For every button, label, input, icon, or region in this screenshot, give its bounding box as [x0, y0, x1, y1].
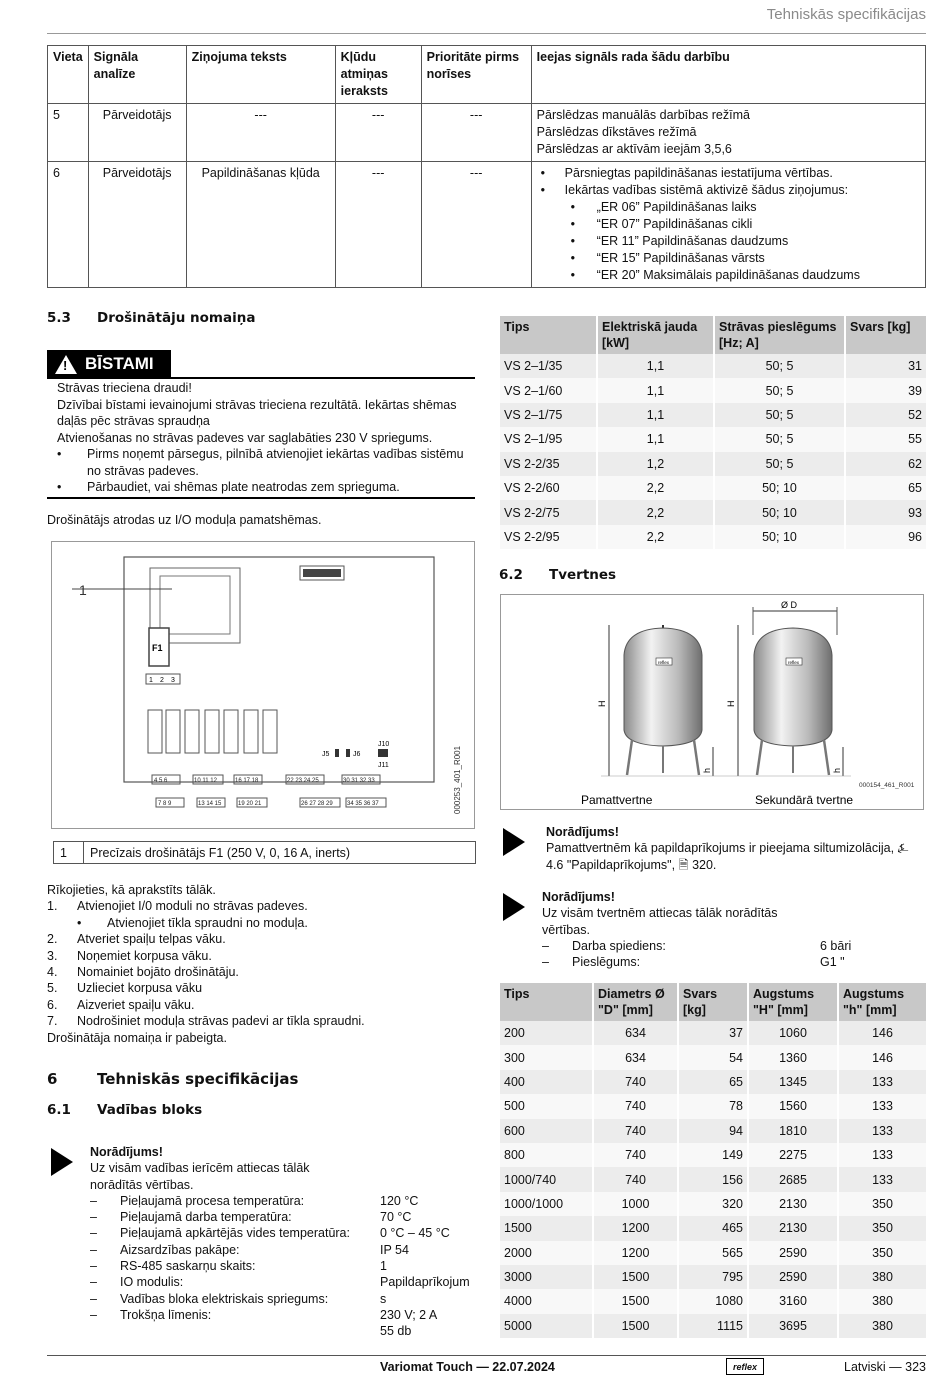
- table-row: 300 634 54 1360 146: [500, 1045, 926, 1069]
- col-header: Kļūdu atmiņas ieraksts: [335, 46, 421, 104]
- col-header: Strāvas pieslēgums [Hz; A]: [715, 316, 844, 354]
- sub-bullet-item: • “ER 15” Papildināšanas vārsts: [537, 250, 920, 267]
- legend-text: Precīzais drošinātājs F1 (250 V, 0, 16 A, inerts): [84, 842, 476, 864]
- tank-brand: reflex: [788, 660, 800, 665]
- table-row: VS 2–1/35 1,1 50; 5 31: [500, 354, 926, 378]
- terminal-block-label: 22 23 24 25: [287, 778, 319, 784]
- bullet-item: • Pārsniegtas papildināšanas iestatījuma vērtības.: [537, 165, 920, 182]
- danger-badge: [47, 350, 171, 378]
- note-title: Norādījums!: [546, 825, 619, 839]
- danger-line: Atvienošanas no strāvas padeves var saglabāties 230 V spriegums.: [57, 430, 433, 445]
- col-header: Vieta: [48, 46, 89, 104]
- section-number: 6.1: [47, 1102, 71, 1118]
- label-primary-tank: Pamattvertne: [581, 793, 653, 807]
- cell-teksts: Papildināšanas kļūda: [186, 162, 335, 288]
- control-unit-note: [90, 1144, 470, 1340]
- table-row: 600 740 94 1810 133: [500, 1119, 926, 1143]
- sub-bullet-item: • “ER 07” Papildināšanas cikli: [537, 216, 920, 233]
- spec-row: – Pieļaujamā darba temperatūra: 70 °C: [90, 1210, 412, 1225]
- table-row: VS 2–1/60 1,1 50; 5 39: [500, 378, 926, 402]
- dim-h-label: h: [832, 767, 842, 773]
- figure-code: 000253_401_R001: [453, 745, 462, 814]
- table-row: 4000 1500 1080 3160 380: [500, 1289, 926, 1313]
- io-module-drawing: [52, 542, 476, 830]
- procedure-intro: Rīkojieties, kā aprakstīts tālāk.: [47, 883, 216, 897]
- tanks-note: [542, 889, 922, 970]
- cell-atmina: ---: [335, 104, 421, 162]
- col-header: Tips: [500, 983, 592, 1021]
- note-arrow-icon: [51, 1148, 73, 1176]
- table-row: 2000 1200 565 2590 350: [500, 1241, 926, 1265]
- cell-darbiba: [531, 162, 925, 288]
- danger-bullet: • Pirms noņemt pārsegus, pilnībā atvienojiet iekārtas vadības sistēmu no strāvas padeves.: [57, 446, 467, 479]
- section-heading-5-3: [47, 310, 255, 326]
- danger-text: [57, 380, 467, 496]
- header-rule: [47, 33, 926, 34]
- units-table: [498, 316, 928, 549]
- table-header-row: [500, 983, 926, 1021]
- section-title: Drošinātāju nomaiņa: [97, 310, 256, 326]
- section-number: 6.2: [499, 567, 523, 583]
- table-row: 1000/1000 1000 320 2130 350: [500, 1192, 926, 1216]
- col-header: Tips: [500, 316, 596, 354]
- note-intro: Uz visām tvertnēm attiecas tālāk norādītās vērtības.: [542, 906, 778, 937]
- list-item: 5. Uzlieciet korpusa vāku: [47, 981, 203, 996]
- col-header: Diametrs Ø "D" [mm]: [594, 983, 677, 1021]
- cell-teksts: ---: [186, 104, 335, 162]
- procedure-outro: Drošinātāja nomaiņa ir pabeigta.: [47, 1030, 227, 1045]
- callout-1: 1: [79, 582, 87, 598]
- table-row: 500 740 78 1560 133: [500, 1094, 926, 1118]
- sub-bullet-item: • “ER 20” Maksimālais papildināšanas daudzums: [537, 267, 920, 284]
- section-heading-6: [47, 1070, 298, 1088]
- reflex-logo: reflex: [726, 1358, 764, 1375]
- danger-label: BĪSTAMI: [85, 354, 154, 373]
- table-row: VS 2–1/75 1,1 50; 5 52: [500, 403, 926, 427]
- table-row: 3000 1500 795 2590 380: [500, 1265, 926, 1289]
- col-header: Signāla analīze: [88, 46, 186, 104]
- signal-table: [47, 45, 926, 288]
- list-item: 7. Nodrošiniet moduļa strāvas padevi ar tīkla spraudni.: [47, 1014, 365, 1029]
- sub-bullet-item: • „ER 06” Papildināšanas laiks: [537, 199, 920, 216]
- section-title: Tvertnes: [549, 567, 617, 583]
- cell-prioritate: ---: [421, 104, 531, 162]
- col-header: Prioritāte pirms norīses: [421, 46, 531, 104]
- col-header: Ziņojuma teksts: [186, 46, 335, 104]
- list-item: 2. Atveriet spaiļu telpas vāku.: [47, 932, 226, 947]
- footer-product: Variomat Touch — 22.07.2024: [380, 1360, 555, 1374]
- danger-line: Strāvas trieciena draudi!: [57, 381, 192, 395]
- note-title: Norādījums!: [542, 890, 615, 904]
- cell-darbiba: [531, 104, 925, 162]
- spec-row: – Aizsardzības pakāpe: IP 54: [90, 1242, 409, 1257]
- spec-row: – Pieslēgums: G1 ": [542, 955, 845, 970]
- table-row: 200 634 37 1060 146: [500, 1021, 926, 1045]
- table-row: [48, 162, 926, 288]
- table-header-row: [500, 316, 926, 354]
- note-title: Norādījums!: [90, 1145, 163, 1159]
- note-intro: Uz visām vadības ierīcēm attiecas tālāk norādītās vērtības.: [90, 1161, 310, 1192]
- spec-row: – Darba spiediens: 6 bāri: [542, 938, 852, 953]
- list-item: 6. Aizveriet spaiļu vāku.: [47, 997, 195, 1012]
- dim-D-label: Ø D: [781, 600, 798, 610]
- table-row: VS 2-2/75 2,2 50; 10 93: [500, 500, 926, 524]
- table-row: 5000 1500 1115 3695 380: [500, 1314, 926, 1338]
- connector-label: J10: [378, 741, 390, 748]
- figure-code: 000154_461_R001: [859, 782, 915, 789]
- sub-list-item: • Atvienojiet tīkla spraudni no moduļa.: [47, 915, 467, 931]
- section-number: 5.3: [47, 310, 71, 326]
- spec-row: – RS-485 saskarņu skaits: 1: [90, 1259, 387, 1274]
- section-title: Tehniskās specifikācijas: [97, 1070, 299, 1088]
- action-line: Pārslēdzas manuālās darbības režīmā: [536, 108, 750, 122]
- bullet-item: • Iekārtas vadības sistēmā aktivizē šādus ziņojumus:: [537, 182, 920, 199]
- terminal-block-label: 7 8 9: [158, 801, 172, 807]
- terminal-block-label: 10 11 12: [194, 778, 217, 784]
- col-header: Ieejas signāls rada šādu darbību: [531, 46, 925, 104]
- terminal-block-label: 13 14 15: [198, 801, 222, 807]
- sub-bullet-item: • “ER 11” Papildināšanas daudzums: [537, 233, 920, 250]
- section-title: Vadības bloks: [97, 1102, 203, 1118]
- spec-row: – IO modulis: Papildaprīkojum: [90, 1275, 470, 1290]
- action-line: Pārslēdzas ar aktīvām ieejām 3,5,6: [536, 142, 732, 156]
- spec-row: – Vadības bloka elektriskais spriegums: s: [90, 1291, 387, 1306]
- spec-row: – Pieļaujamā apkārtējās vides temperatūra: 0 °C – 45 °C: [90, 1226, 450, 1241]
- cell-atmina: ---: [335, 162, 421, 288]
- io-module-figure: [51, 541, 475, 829]
- figure-legend: [53, 841, 476, 864]
- connector-label: J5: [322, 751, 330, 758]
- terminal-block-label: 34 35 36 37: [347, 801, 379, 807]
- cell-vieta: 5: [48, 104, 89, 162]
- section-heading-6-1: [47, 1102, 202, 1118]
- footer-page: Latviski — 323: [844, 1360, 926, 1374]
- note-arrow-icon: [503, 893, 525, 921]
- footer-rule: [47, 1355, 926, 1356]
- spec-row: – Pieļaujamā procesa temperatūra: 120 °C: [90, 1193, 419, 1208]
- table-row: 1000/740 740 156 2685 133: [500, 1167, 926, 1191]
- cell-analize: Pārveidotājs: [88, 162, 186, 288]
- fuse-location-text: Drošinātājs atrodas uz I/O moduļa pamatshēmas.: [47, 513, 322, 527]
- col-header: Svars [kg]: [846, 316, 926, 354]
- danger-rule: [47, 497, 475, 499]
- tanks-drawing: [501, 595, 925, 811]
- section-number: 6: [47, 1070, 58, 1088]
- cell-prioritate: ---: [421, 162, 531, 288]
- connector-label: J11: [378, 762, 389, 769]
- warning-triangle-icon: [55, 355, 77, 374]
- label-secondary-tank: Sekundārā tvertne: [755, 793, 854, 807]
- terminal-block-label: 19 20 21: [238, 801, 262, 807]
- legend-row: [54, 842, 476, 864]
- table-row: 1500 1200 465 2130 350: [500, 1216, 926, 1240]
- spec-row: 55 db: [380, 1324, 412, 1339]
- insulation-note: [546, 824, 926, 873]
- table-row: VS 2-2/35 1,2 50; 5 62: [500, 452, 926, 476]
- connector-label: J6: [353, 751, 361, 758]
- danger-rule: [47, 377, 475, 379]
- terminal-block-label: 4 5 6: [154, 778, 168, 784]
- note-text: Pamattvertnēm kā papildaprīkojums ir pieejama siltumizolācija, ⍼ 4.6 "Papildaprīkojums", 🗎 320.: [546, 841, 909, 872]
- dim-H-label: H: [597, 700, 607, 707]
- list-item: 4. Nomainiet bojāto drošinātāju.: [47, 965, 239, 980]
- cell-analize: Pārveidotājs: [88, 104, 186, 162]
- table-row: VS 2–1/95 1,1 50; 5 55: [500, 427, 926, 451]
- section-heading-6-2: [499, 567, 616, 583]
- terminal-block-label: 16 17 18: [235, 778, 259, 784]
- small-label: 3: [171, 677, 175, 684]
- list-item: 1. Atvienojiet I/0 moduli no strāvas padeves.: [47, 899, 308, 914]
- dim-H-label: H: [726, 700, 736, 707]
- dim-h-label: h: [702, 767, 712, 773]
- small-label: 1: [149, 677, 153, 684]
- cell-vieta: 6: [48, 162, 89, 288]
- tanks-table: [498, 983, 928, 1338]
- table-row: 800 740 149 2275 133: [500, 1143, 926, 1167]
- note-arrow-icon: [503, 828, 525, 856]
- procedure-steps: [47, 882, 467, 1046]
- small-label: 2: [160, 677, 164, 684]
- table-row: VS 2-2/95 2,2 50; 10 96: [500, 525, 926, 549]
- danger-line: Dzīvībai bīstami ievainojumi strāvas trieciena rezultātā. Iekārtas shēmas daļās pēc strāvas spraudņa: [57, 397, 457, 428]
- danger-bullet: • Pārbaudiet, vai shēmas plate neatrodas zem sprieguma.: [57, 479, 467, 496]
- legend-number: 1: [54, 842, 84, 864]
- action-line: Pārslēdzas dīkstāves režīmā: [536, 125, 697, 139]
- running-header: Tehniskās specifikācijas: [766, 6, 926, 23]
- table-row: VS 2-2/60 2,2 50; 10 65: [500, 476, 926, 500]
- col-header: Svars [kg]: [679, 983, 747, 1021]
- list-item: 3. Noņemiet korpusa vāku.: [47, 948, 212, 963]
- spec-row: – Trokšņa līmenis: 230 V; 2 A: [90, 1307, 438, 1322]
- col-header: Elektriskā jauda [kW]: [598, 316, 713, 354]
- terminal-block-label: 30 31 32 33: [343, 778, 375, 784]
- table-row: [48, 104, 926, 162]
- tanks-figure: [500, 594, 924, 810]
- fuse-label: F1: [152, 643, 163, 653]
- col-header: Augstums "H" [mm]: [749, 983, 837, 1021]
- col-header: Augstums "h" [mm]: [839, 983, 926, 1021]
- table-row: 400 740 65 1345 133: [500, 1070, 926, 1094]
- table-header-row: [48, 46, 926, 104]
- tank-brand: reflex: [658, 660, 670, 665]
- terminal-block-label: 26 27 28 29: [301, 801, 333, 807]
